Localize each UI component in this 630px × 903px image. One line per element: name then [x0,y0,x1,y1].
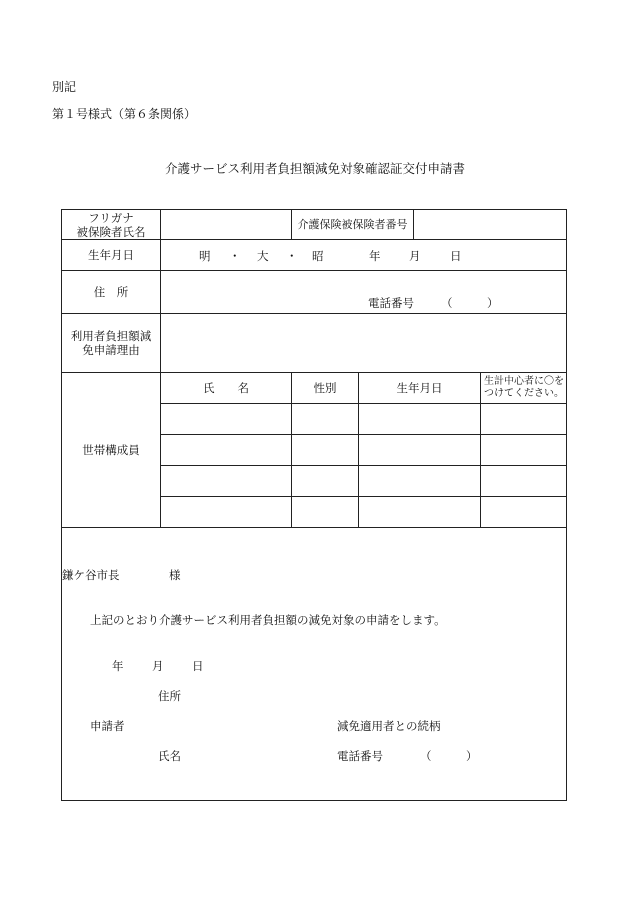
era-showa: 昭 [312,249,324,263]
member-birth-field[interactable] [359,497,481,528]
relation-label: 減免適用者との続柄 [337,719,441,733]
insured-name-row [62,210,567,240]
birth-day-label: 日 [450,249,462,263]
applicant-address-label: 住所 [158,689,181,703]
phone-paren: （ ） [441,296,499,310]
insured-name-label-cell [62,210,161,240]
note-line-2: つけてください。 [484,388,564,399]
col-name-header: 氏 名 [161,373,292,404]
insured-name-field[interactable] [161,210,292,240]
member-mark-field[interactable] [481,435,567,466]
form-number: 第１号様式（第６条関係） [52,107,197,121]
col-birth-header: 生年月日 [359,373,481,404]
application-statement-row [62,528,567,801]
application-statement: 上記のとおり介護サービス利用者負担額の減免対象の申請をします。 [90,613,446,627]
applicant-label: 申請者 [90,719,125,733]
addressee-honorific: 様 [169,568,181,582]
col-note-header [481,373,567,404]
address-field[interactable] [161,271,567,314]
birth-date-row [62,240,567,271]
member-name-field[interactable] [161,404,292,435]
era-separator-2: ・ [286,249,298,263]
note-line-1: 生計中心者に〇を [484,376,564,387]
reason-field[interactable] [161,314,567,373]
member-mark-field[interactable] [481,404,567,435]
date-month-label: 月 [152,659,164,673]
reason-label-cell [62,314,161,373]
date-year-label: 年 [112,659,124,673]
era-separator-1: ・ [229,249,241,263]
address-label: 住 所 [62,271,161,314]
applicant-phone-paren: （ ） [420,749,478,763]
member-birth-field[interactable] [359,435,481,466]
member-gender-field[interactable] [292,435,359,466]
addressee-label: 鎌ケ谷市長 [62,568,120,582]
reason-row [62,314,567,373]
member-name-field[interactable] [161,497,292,528]
phone-label: 電話番号 [368,296,414,310]
household-header-row [62,373,567,404]
birth-year-label: 年 [369,249,381,263]
annex-label: 別記 [52,80,77,94]
col-gender-header: 性別 [292,373,359,404]
insurance-number-field[interactable] [414,210,567,240]
application-form-table [61,209,567,801]
date-day-label: 日 [192,659,204,673]
address-row [62,271,567,314]
household-label: 世帯構成員 [62,373,161,528]
member-mark-field[interactable] [481,466,567,497]
birth-date-field[interactable] [161,240,567,271]
member-mark-field[interactable] [481,497,567,528]
member-name-field[interactable] [161,435,292,466]
application-statement-cell [62,528,567,801]
furigana-label: フリガナ [88,210,134,225]
insurance-number-label: 介護保険被保険者番号 [292,210,414,240]
applicant-name-label: 氏名 [158,749,181,763]
applicant-phone-label: 電話番号 [337,749,383,763]
insured-name-label: 被保険者氏名 [76,224,146,239]
birth-date-label: 生年月日 [62,240,161,271]
reason-label-line-2: 免申請理由 [82,343,140,357]
member-birth-field[interactable] [359,404,481,435]
member-gender-field[interactable] [292,497,359,528]
member-gender-field[interactable] [292,404,359,435]
birth-month-label: 月 [409,249,421,263]
era-meiji: 明 [199,249,211,263]
member-gender-field[interactable] [292,466,359,497]
member-name-field[interactable] [161,466,292,497]
member-birth-field[interactable] [359,466,481,497]
reason-label-line-1: 利用者負担額減 [70,329,152,343]
page-title: 介護サービス利用者負担額減免対象確認証交付申請書 [164,161,465,176]
era-taisho: 大 [257,249,269,263]
